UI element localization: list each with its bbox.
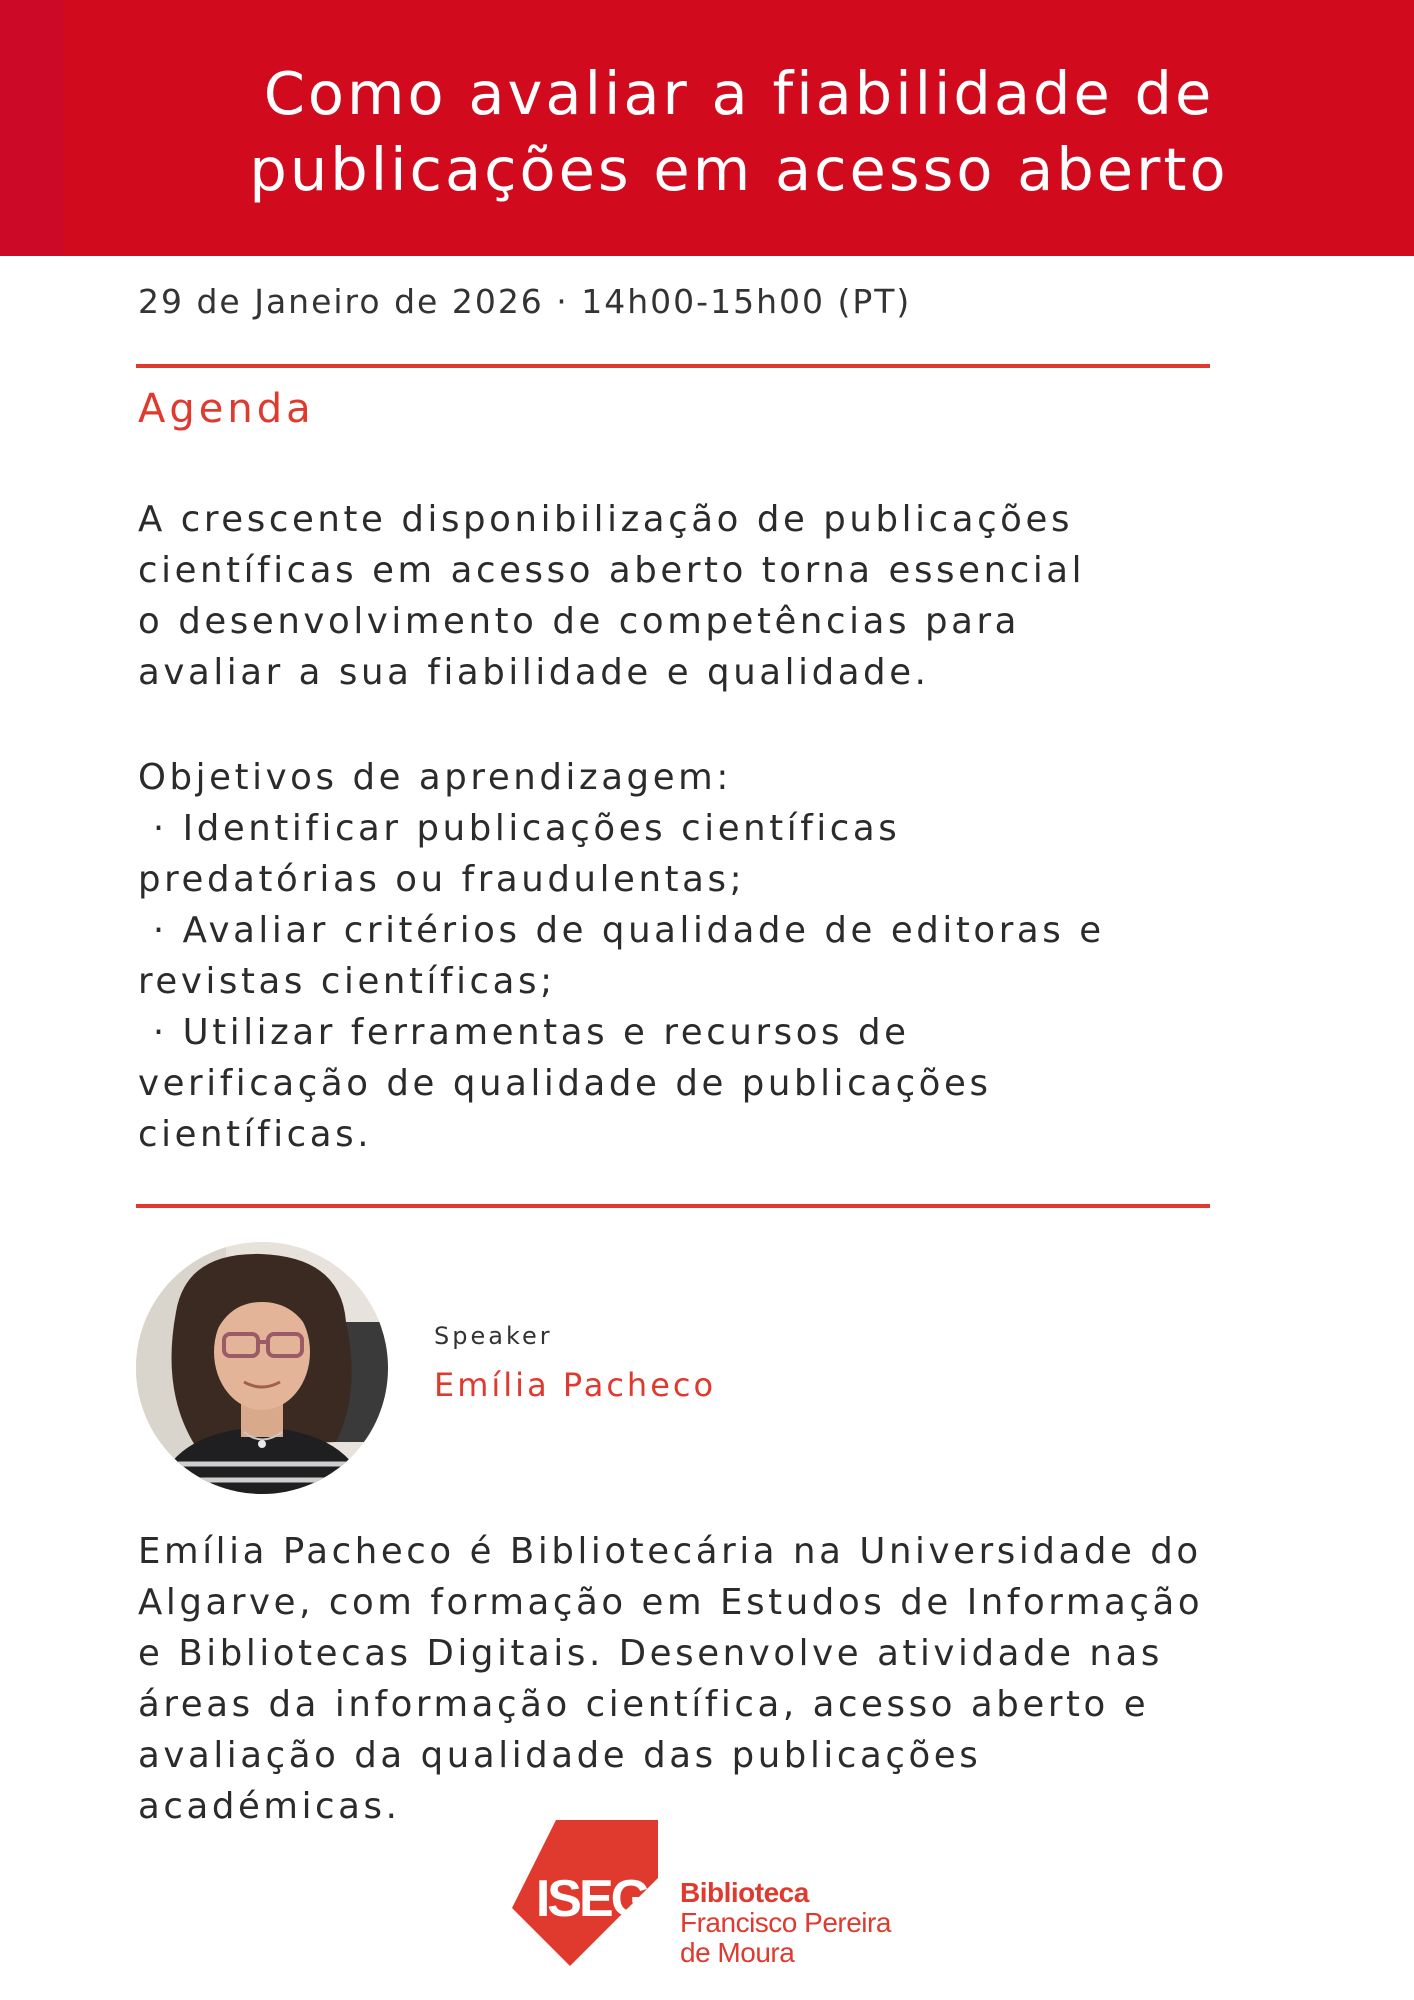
objective-line: verificação de qualidade de publicações	[138, 1063, 992, 1104]
objectives-heading: Objetivos de aprendizagem:	[138, 757, 732, 798]
logo-line-1: Biblioteca	[680, 1877, 809, 1908]
bio-line: e Bibliotecas Digitais. Desenvolve atividade nas	[138, 1633, 1163, 1674]
logo-line-2: Francisco Pereira	[680, 1907, 891, 1938]
page-title-line-2: publicações em acesso aberto	[249, 135, 1229, 204]
objective-line: revistas científicas;	[138, 961, 556, 1002]
header-banner	[0, 0, 1414, 256]
intro-line: científicas em acesso aberto torna essencial	[138, 550, 1086, 591]
logo-wordmark	[680, 1878, 891, 1968]
bio-line: Emília Pacheco é Bibliotecária na Universidade do	[138, 1531, 1202, 1572]
logo-line-3: de Moura	[680, 1937, 795, 1968]
speaker-avatar	[136, 1242, 388, 1494]
agenda-intro	[138, 494, 1085, 698]
bio-line: avaliação da qualidade das publicações	[138, 1735, 982, 1776]
speaker-name: Emília Pacheco	[434, 1366, 717, 1404]
header-accent-strip	[0, 0, 64, 256]
iseg-library-logo	[512, 1812, 912, 1972]
objective-line: · Identificar publicações científicas	[138, 808, 901, 849]
objective-line: · Avaliar critérios de qualidade de editoras e	[138, 910, 1105, 951]
intro-line: o desenvolvimento de competências para	[138, 601, 1020, 642]
objective-item-1	[138, 803, 1105, 905]
iseg-logo-icon	[512, 1812, 672, 1968]
bio-line: áreas da informação científica, acesso aberto e	[138, 1684, 1150, 1725]
page-title-line-1: Como avaliar a fiabilidade de	[263, 59, 1215, 128]
agenda-heading: Agenda	[138, 386, 315, 432]
learning-objectives	[138, 752, 1105, 1160]
objective-item-2	[138, 905, 1105, 1007]
speaker-bio	[138, 1526, 1203, 1832]
intro-line: A crescente disponibilização de publicações	[138, 499, 1074, 540]
objective-item-3	[138, 1007, 1105, 1160]
objective-line: predatórias ou fraudulentas;	[138, 859, 746, 900]
speaker-label: Speaker	[434, 1322, 553, 1350]
bottom-divider	[136, 1204, 1210, 1208]
logo-mark-text: ISEG	[535, 1870, 649, 1928]
objective-line: científicas.	[138, 1114, 373, 1155]
page-title	[64, 56, 1414, 208]
top-divider	[136, 364, 1210, 368]
speaker-photo-illustration	[136, 1242, 388, 1494]
intro-line: avaliar a sua fiabilidade e qualidade.	[138, 652, 930, 693]
bio-line: académicas.	[138, 1786, 401, 1827]
bio-line: Algarve, com formação em Estudos de Informação	[138, 1582, 1204, 1623]
event-date-time: 29 de Janeiro de 2026 · 14h00-15h00 (PT)	[138, 282, 912, 321]
objective-line: · Utilizar ferramentas e recursos de	[138, 1012, 910, 1053]
